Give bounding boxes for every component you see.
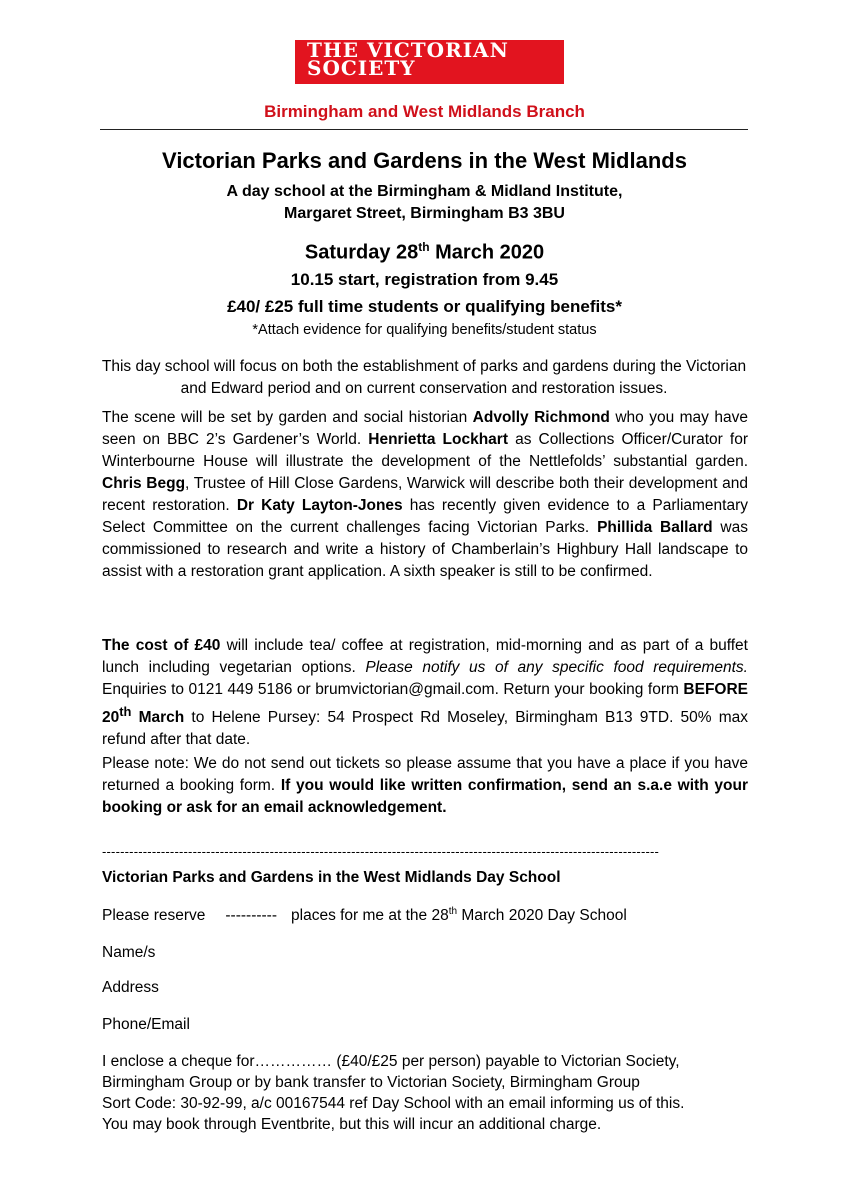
payment-line-2: Birmingham Group or by bank transfer to Victorian Society, Birmingham Group <box>102 1074 640 1091</box>
header-divider <box>100 129 748 130</box>
deadline-text: BEFORE 20 <box>102 681 748 727</box>
logo-line-1: THE VICTORIAN <box>307 38 509 62</box>
event-date <box>0 240 849 265</box>
reserve-end: March 2020 Day School <box>457 907 627 925</box>
speakers-text-5: has recently given evidence to a Parliamentary Select Committee on the current challenges facing Victorian Parks. <box>102 497 748 536</box>
cut-line: --------------------------------------------------------------------------------------------------------------------------- <box>102 844 660 859</box>
name-field-label: Name/s <box>102 944 156 961</box>
address-field-label: Address <box>102 979 159 996</box>
venue-line-1: A day school at the Birmingham & Midland Institute, <box>226 183 623 200</box>
speaker-2: Henrietta Lockhart <box>368 431 508 448</box>
deadline-end: March <box>131 709 185 727</box>
event-price: £40/ £25 full time students or qualifying benefits* <box>227 297 622 316</box>
cost-paragraph <box>102 635 748 751</box>
cost-text-3: to Helene Pursey: 54 Prospect Rd Moseley, Birmingham B13 9TD. 50% max refund after that date. <box>102 709 748 749</box>
venue-line-2: Margaret Street, Birmingham B3 3BU <box>284 205 565 222</box>
speakers-paragraph <box>102 407 748 583</box>
date-suffix: March 2020 <box>429 241 545 264</box>
deadline-sup: th <box>119 704 132 719</box>
event-time: 10.15 start, registration from 9.45 <box>290 270 559 289</box>
speakers-text-3: as Collections Officer/Curator for Winterbourne House will illustrate the development of the Nettlefolds’ substantial garden. <box>102 431 748 470</box>
speaker-1: Advolly Richmond <box>472 409 610 426</box>
reserve-sup: th <box>448 906 458 917</box>
note-paragraph <box>102 753 748 819</box>
payment-line-3: Sort Code: 30-92-99, a/c 00167544 ref Day School with an email informing us of this. <box>102 1095 685 1112</box>
reserve-mid: places for me at the 28 <box>291 907 449 925</box>
note-text: Please note: We do not send out tickets so please assume that you have a place if you have returned a booking form. <box>102 755 748 794</box>
speaker-5: Phillida Ballard <box>597 519 713 536</box>
note-bold: If you would like written confirmation, send an s.a.e with your booking or ask for an email acknowledgement. <box>102 777 748 816</box>
speakers-text-1: The scene will be set by garden and social historian <box>102 409 473 426</box>
cost-italic: Please notify us of any specific food requirements. <box>365 659 748 676</box>
branch-name: Birmingham and West Midlands Branch <box>264 102 585 121</box>
intro-paragraph: This day school will focus on both the establishment of parks and gardens during the Victorian and Edward period and on current conservation and restoration issues. <box>101 358 747 397</box>
booking-form-title: Victorian Parks and Gardens in the West Midlands Day School <box>102 869 561 886</box>
cost-bold: The cost of £40 <box>102 637 221 654</box>
cost-text-1: will include tea/ coffee at registration, mid-morning and as part of a buffet lunch including vegetarian options. <box>102 637 748 676</box>
speakers-text-6: was commissioned to research and write a history of Chamberlain’s Highbury Hall landscape to assist with a restoration grant application. A sixth speaker is still to be confirmed. <box>102 519 748 580</box>
payment-line-1: I enclose a cheque for…………… (£40/£25 per person) payable to Victorian Society, <box>102 1053 680 1070</box>
speakers-text-2: who you may have seen on BBC 2’s Gardener’s World. <box>102 409 748 448</box>
victorian-society-logo <box>295 40 564 84</box>
speakers-text-4: , Trustee of Hill Close Gardens, Warwick will describe both their development and recent restoration. <box>102 475 748 514</box>
speaker-3: Chris Begg <box>102 475 186 492</box>
reserve-line <box>102 906 627 925</box>
speaker-4: Dr Katy Layton-Jones <box>236 497 403 514</box>
phone-email-field-label: Phone/Email <box>102 1016 190 1033</box>
places-blank[interactable]: ---------- <box>225 907 278 925</box>
reserve-prefix: Please reserve <box>102 907 206 925</box>
payment-line-4: You may book through Eventbrite, but this will incur an additional charge. <box>102 1116 602 1133</box>
date-prefix: Saturday 28 <box>304 241 419 264</box>
payment-instructions <box>102 1051 742 1135</box>
cost-text-2: Enquiries to 0121 449 5186 or brumvictorian@gmail.com. Return your booking form <box>102 681 684 698</box>
attach-note: *Attach evidence for qualifying benefits/student status <box>252 322 597 338</box>
logo-line-2: SOCIETY <box>307 56 416 80</box>
event-title: Victorian Parks and Gardens in the West Midlands <box>162 148 687 173</box>
date-sup: th <box>418 240 430 254</box>
